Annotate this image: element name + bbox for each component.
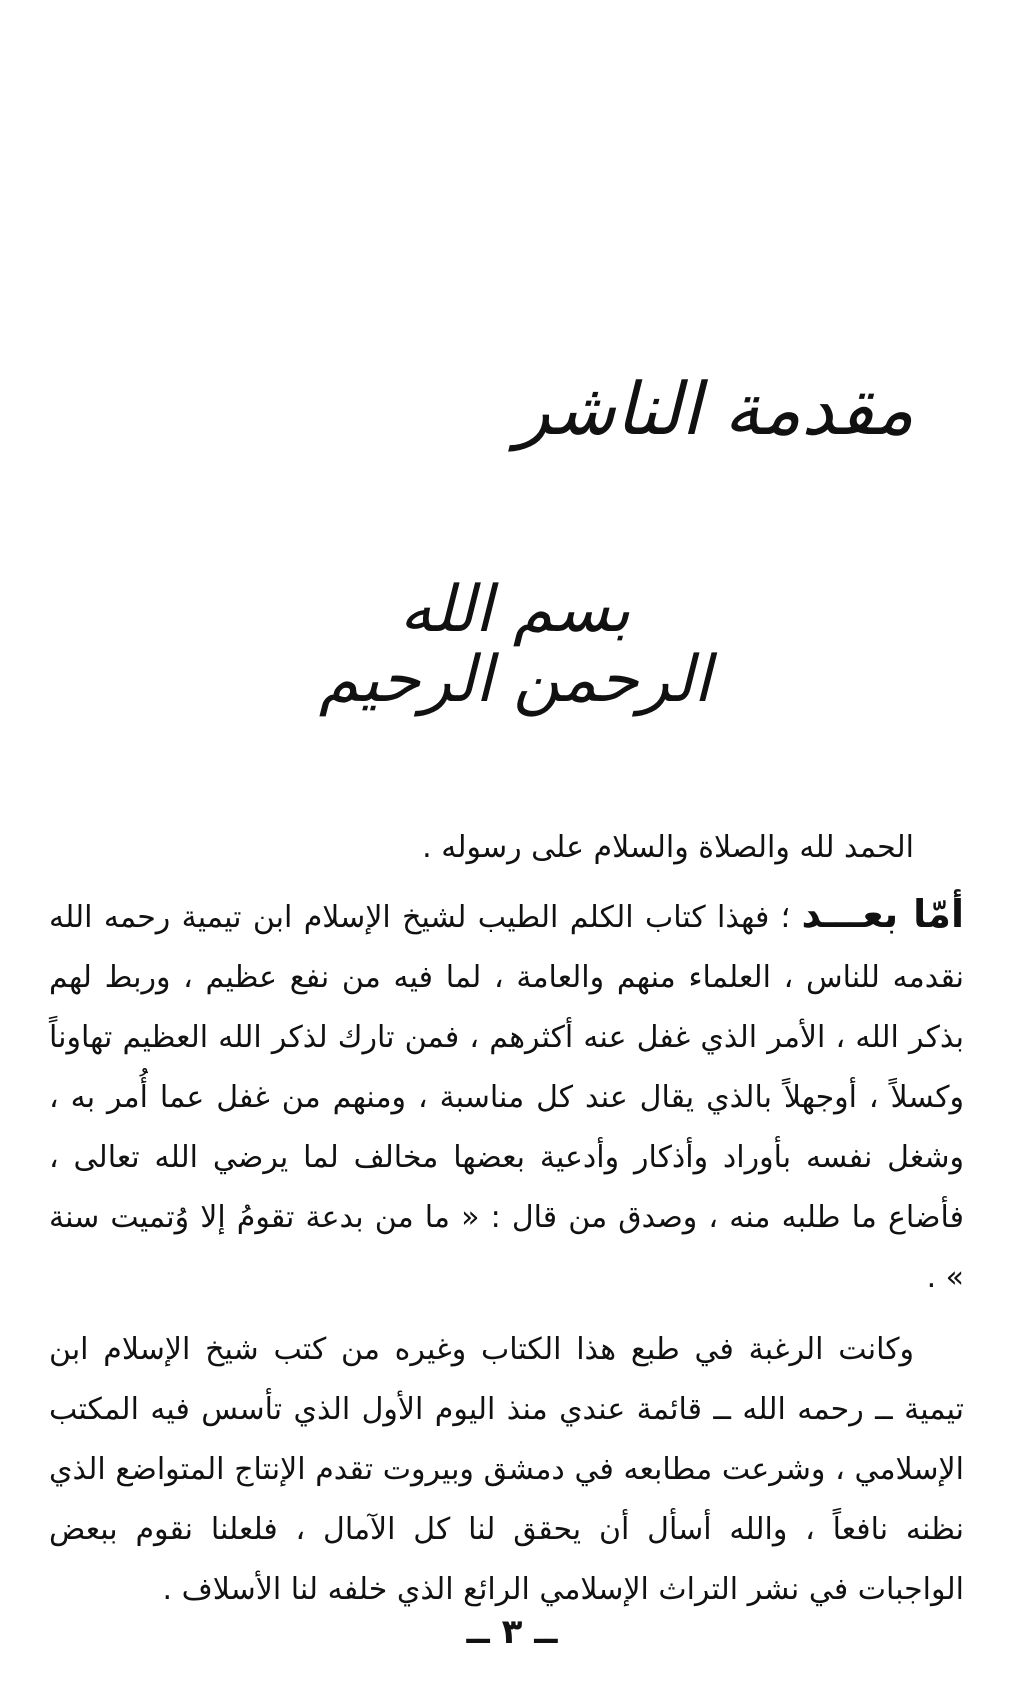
opening-paragraph: الحمد لله والصلاة والسلام على رسوله .	[422, 830, 914, 865]
main-paragraph-text: ؛ فهذا كتاب الكلم الطيب لشيخ الإسلام ابن تيمية رحمه الله نقدمه للناس ، العلماء منهم والعامة ، لما فيه من نفع عظيم ، وربط لهم بذكر الله ، الأمر الذي غفل عنه أكثرهم ، فمن تارك لذكر الله العظيم تهاوناً وكسلاً ، أوجهلاً بالذي يقال عند كل مناسبة ، ومنهم من غفل عما أُمر به ، وشغل نفسه بأوراد وأذكار وأدعية بعضها مخالف لما يرضي الله تعالى ، فأضاع ما طلبه منه ، وصدق من قال : « ما من بدعة تقومُ إلا وُتميت سنة » .	[49, 900, 964, 1295]
lead-word: أمّا بعـــد	[801, 892, 964, 936]
page-number: ــ ٣ ــ	[466, 1612, 558, 1652]
body-text	[49, 818, 964, 1632]
closing-paragraph: وكانت الرغبة في طبع هذا الكتاب وغيره من كتب شيخ الإسلام ابن تيمية ــ رحمه الله ــ قائمة عندي منذ اليوم الأول الذي تأسس فيه المكتب الإسلامي ، وشرعت مطابعه في دمشق وبيروت تقدم الإنتاج المتواضع الذي نظنه نافعاً ، والله أسأل أن يحقق لنا كل الآمال ، فلعلنا نقوم ببعض الواجبات في نشر التراث الإسلامي الرائع الذي خلفه لنا الأسلاف .	[49, 1332, 964, 1607]
main-paragraph	[49, 884, 964, 1308]
basmala-heading: بسم الله الرحمن الرحيم	[318, 573, 712, 718]
section-title: مقدمة الناشر	[515, 367, 914, 451]
